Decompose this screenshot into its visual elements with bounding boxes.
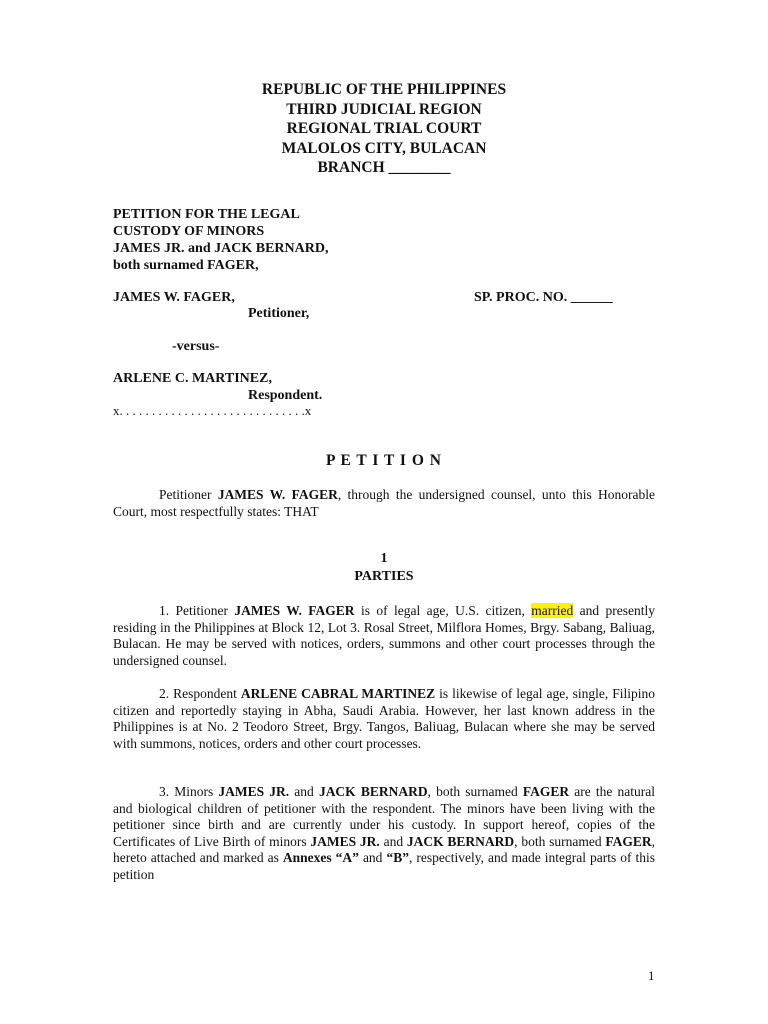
court-line-city: MALOLOS CITY, BULACAN — [281, 139, 487, 157]
petitioner-role: Petitioner, — [248, 306, 310, 321]
intro-pre: Petitioner — [159, 487, 218, 502]
p3-and-2: and — [379, 833, 407, 849]
p3-mid-4: , hereto attached and marked as — [113, 833, 655, 865]
court-line-rtc: REGIONAL TRIAL COURT — [286, 120, 482, 137]
p1-post: and presently residing in the Philippines at Block 12, Lot 3. Rosal Street, Milflora Homes, Brgy. Sabang, Baliuag, Bulacan. He may be served with notices, orders, summons and other court processes through the undersigned counsel. — [113, 603, 655, 668]
intro-paragraph — [113, 487, 655, 520]
annex-b: “B” — [386, 850, 409, 865]
court-line-branch: BRANCH ________ — [317, 159, 451, 176]
paragraph-2 — [113, 686, 655, 752]
annex-a: Annexes “A” — [282, 850, 359, 865]
p3-and-3: and — [358, 850, 387, 865]
p1-pre: 1. Petitioner — [159, 603, 235, 618]
section-number: 1 — [380, 551, 388, 566]
court-line-region: THIRD JUDICIAL REGION — [286, 100, 482, 118]
case-title-line-2: CUSTODY OF MINORS — [113, 224, 265, 239]
paragraph-3 — [113, 784, 655, 883]
p3-minor-4: JACK BERNARD — [406, 833, 515, 849]
paragraph-1 — [113, 603, 655, 669]
versus-label: -versus- — [172, 339, 220, 354]
p2-respondent-name: ARLENE CABRAL MARTINEZ — [240, 686, 436, 701]
petitioner-name: JAMES W. FAGER, — [113, 290, 235, 305]
p3-surname-1: FAGER — [522, 784, 570, 799]
p1-petitioner-name: JAMES W. FAGER — [234, 603, 355, 618]
p2-pre: 2. Respondent — [159, 686, 241, 701]
p3-mid-1: , both surnamed — [427, 784, 523, 799]
document-title: P E T I T I O N — [326, 452, 442, 469]
p3-minor-1: JAMES JR. — [218, 784, 290, 799]
case-title-line-1: PETITION FOR THE LEGAL — [113, 207, 300, 222]
p3-mid-3: , both surnamed — [514, 833, 606, 849]
p3-pre: 3. Minors — [159, 784, 219, 799]
case-title — [113, 206, 328, 274]
p2-post: is likewise of legal age, single, Filipino citizen and reportedly staying in Abha, Saudi Arabia. However, her last known address in the Philippines is at No. 2 Teodoro Street, Brgy. Tangos, Baliuag, Bulacan where she may be served with summons, notices, orders and other court processes. — [113, 686, 655, 751]
p3-minor-2: JACK BERNARD — [318, 784, 428, 799]
case-number: SP. PROC. NO. ______ — [474, 290, 613, 305]
p3-minor-3: JAMES JR. — [310, 833, 380, 849]
highlighted-word: married — [531, 603, 574, 618]
p3-surname-2: FAGER — [605, 833, 652, 849]
intro-petitioner-name: JAMES W. FAGER — [217, 487, 338, 502]
court-header — [0, 80, 768, 178]
p1-mid: is of legal age, U.S. citizen, — [354, 603, 532, 618]
p3-and-1: and — [289, 784, 319, 799]
case-title-line-3: JAMES JR. and JACK BERNARD, — [113, 241, 329, 256]
intro-post: , through the undersigned counsel, unto this Honorable Court, most respectfully states: THAT — [113, 487, 655, 519]
caption-rule: x. . . . . . . . . . . . . . . . . . . . . . . . . . . . .x — [113, 403, 312, 418]
p3-mid-2: are the natural and biological children of petitioner with the respondent. The minors have been living with the petitioner since birth and are currently under his custody. In support hereof, copies of the Certificates of Live Birth of minors — [113, 784, 655, 849]
section-title: PARTIES — [354, 569, 414, 584]
court-line-republic: REPUBLIC OF THE PHILIPPINES — [261, 81, 507, 98]
case-title-line-4: both surnamed FAGER, — [113, 258, 259, 273]
page-number: 1 — [648, 968, 655, 983]
respondent-role: Respondent. — [248, 388, 323, 403]
respondent-name: ARLENE C. MARTINEZ, — [113, 371, 272, 386]
p3-post: , respectively, and made integral parts of this petition — [113, 850, 655, 882]
